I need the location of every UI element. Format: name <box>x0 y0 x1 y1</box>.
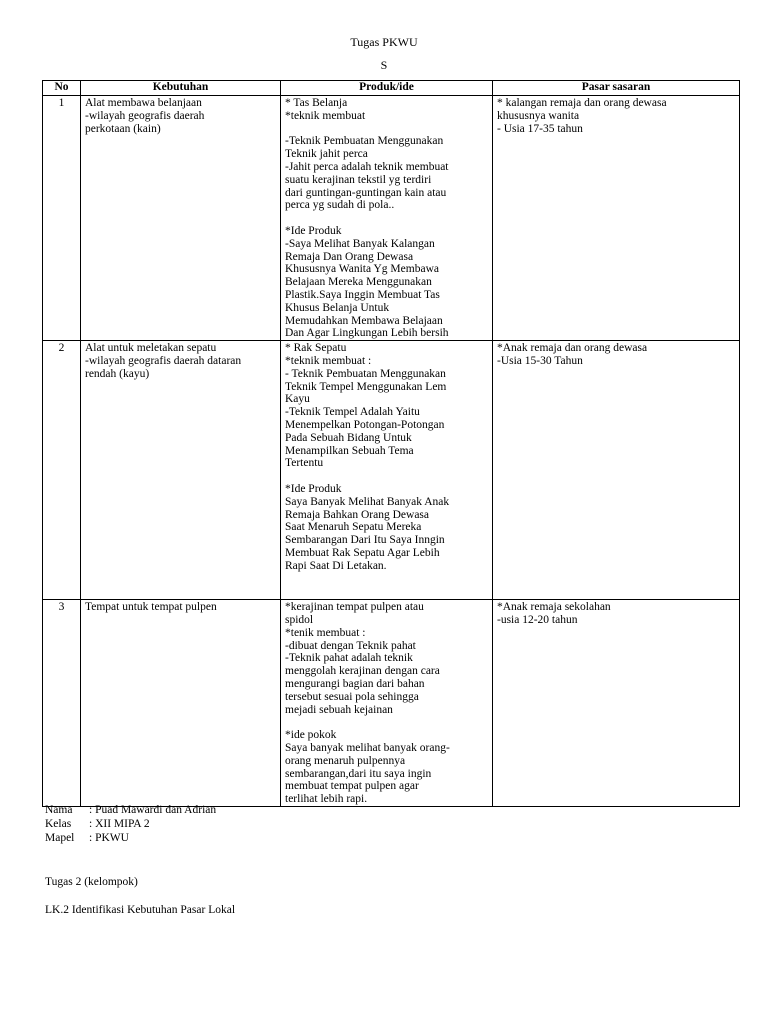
produk-cell: * Tas Belanja *teknik membuat -Teknik Pembuatan Menggunakan Teknik jahit perca -Jahit perca adalah teknik membuat suatu kerajinan tekstil yg terdiri dari guntingan-guntingan kain atau perca yg sudah di pola.. *Ide Produk -Saya Melihat Banyak Kalangan Remaja Dan Orang Dewasa Khususnya Wanita Yg Membawa Belajaan Mereka Menggunakan Plastik.Saya Inggin Membuat Tas Khusus Belanja Untuk Memudahkan Membawa Belajaan Dan Agar Lingkungan Lebih bersih <box>281 96 493 341</box>
table-row <box>43 96 740 341</box>
header-kebutuhan: Kebutuhan <box>81 81 281 96</box>
kelas-value: : XII MIPA 2 <box>89 818 150 830</box>
row-number: 2 <box>43 341 81 600</box>
pasar-cell: *Anak remaja sekolahan -usia 12-20 tahun <box>493 600 740 807</box>
table-row <box>43 341 740 600</box>
nama-label: Nama <box>45 804 73 816</box>
kebutuhan-cell: Alat membawa belanjaan -wilayah geografis daerah perkotaan (kain) <box>81 96 281 341</box>
worksheet-heading: LK.2 Identifikasi Kebutuhan Pasar Lokal <box>45 904 236 916</box>
produk-cell: *kerajinan tempat pulpen atau spidol *tenik membuat : -dibuat dengan Teknik pahat -Teknik pahat adalah teknik menggolah kerajinan dengan cara mengurangi bagian dari bahan tersebut sesuai pola sehingga mejadi sebuah kejainan *ide pokok Saya banyak melihat banyak orang- orang menaruh pulpennya sembarangan,dari itu saya ingin membuat tempat pulpen agar terlihat lebih rapi. <box>281 600 493 807</box>
header-produk-ide: Produk/ide <box>281 81 493 96</box>
pasar-cell: *Anak remaja dan orang dewasa -Usia 15-30 Tahun <box>493 341 740 600</box>
document-subtitle: S <box>380 58 388 72</box>
student-info <box>45 803 216 845</box>
kebutuhan-cell: Tempat untuk tempat pulpen <box>81 600 281 807</box>
kebutuhan-cell: Alat untuk meletakan sepatu -wilayah geografis daerah dataran rendah (kayu) <box>81 341 281 600</box>
mapel-value: : PKWU <box>89 832 129 844</box>
row-number: 3 <box>43 600 81 807</box>
table-row <box>43 600 740 807</box>
kelas-label: Kelas <box>45 818 72 830</box>
nama-value: : Puad Mawardi dan Adrian <box>89 804 217 816</box>
produk-cell: * Rak Sepatu *teknik membuat : - Teknik Pembuatan Menggunakan Teknik Tempel Menggunakan Lem Kayu -Teknik Tempel Adalah Yaitu Menempelkan Potongan-Potongan Pada Sebuah Bidang Untuk Menampilkan Sebuah Tema Tertentu *Ide Produk Saya Banyak Melihat Banyak Anak Remaja Bahkan Orang Dewasa Saat Menaruh Sepatu Mereka Sembarangan Dari Itu Saya Inngin Membuat Rak Sepatu Agar Lebih Rapi Saat Di Letakan. <box>281 341 493 600</box>
row-number: 1 <box>43 96 81 341</box>
table-header-row <box>43 81 740 96</box>
header-no: No <box>43 81 81 96</box>
needs-table <box>42 80 740 807</box>
document-title: Tugas PKWU <box>350 35 418 49</box>
mapel-label: Mapel <box>45 832 75 844</box>
pasar-cell: * kalangan remaja dan orang dewasa khususnya wanita - Usia 17-35 tahun <box>493 96 740 341</box>
assignment-heading: Tugas 2 (kelompok) <box>45 876 138 888</box>
header-pasar-sasaran: Pasar sasaran <box>493 81 740 96</box>
